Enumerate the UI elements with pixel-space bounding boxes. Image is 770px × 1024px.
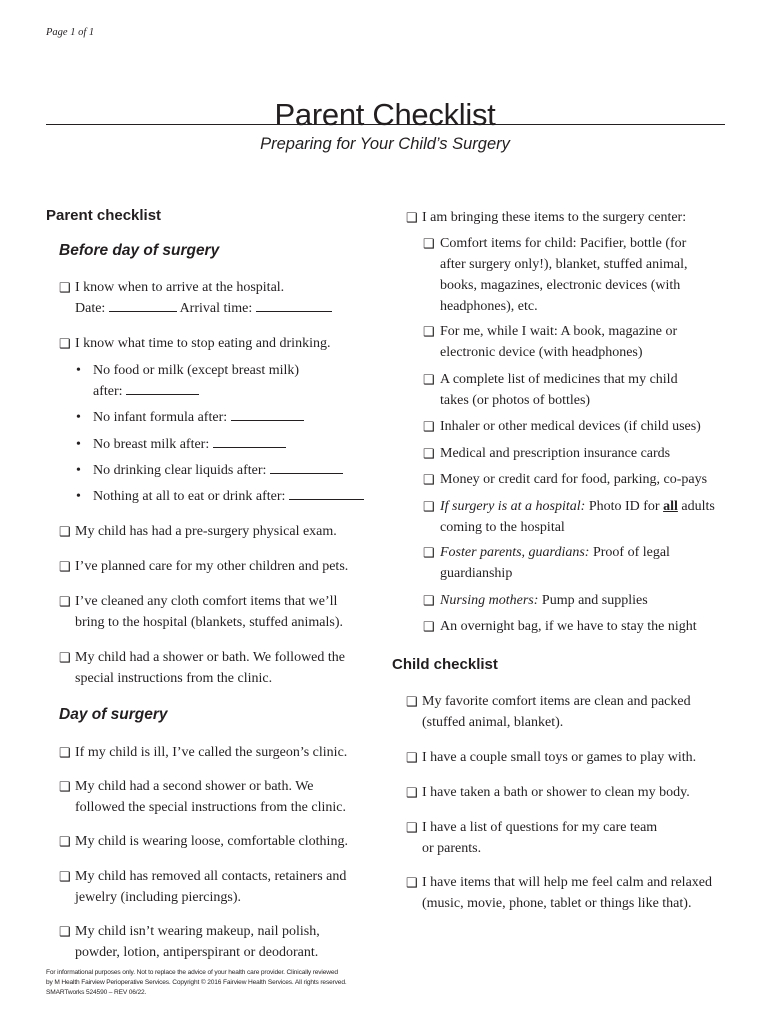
item-text: A complete list of medicines that my child <box>440 372 678 387</box>
item-text: (music, movie, phone, tablet or things like that). <box>422 896 692 911</box>
parent-checklist-heading: Parent checklist <box>46 207 162 224</box>
child-checklist-heading: Child checklist <box>392 656 498 673</box>
item-text: I have a list of questions for my care team <box>422 820 658 835</box>
item-text: followed the special instructions from the clinic. <box>75 800 346 815</box>
bullet-icon: • <box>76 489 81 504</box>
checkbox-icon[interactable]: ❑ <box>406 750 418 765</box>
check-item-loose-clothing[interactable] <box>46 831 410 852</box>
checkbox-icon[interactable]: ❑ <box>423 593 435 608</box>
time-blank <box>231 407 304 421</box>
footer-line: For informational purposes only. Not to replace the advice of your health care provider. Clinically reviewed <box>46 969 338 976</box>
checkbox-icon[interactable]: ❑ <box>423 472 435 487</box>
page-title: Parent Checklist <box>274 96 496 132</box>
checkbox-icon[interactable]: ❑ <box>59 779 71 794</box>
item-text: I know when to arrive at the hospital. <box>75 280 285 295</box>
checkbox-icon[interactable]: ❑ <box>423 545 435 560</box>
checkbox-icon[interactable]: ❑ <box>59 869 71 884</box>
checkbox-icon[interactable]: ❑ <box>423 372 435 387</box>
checkbox-icon[interactable]: ❑ <box>423 446 435 461</box>
check-item-toys[interactable] <box>392 747 762 768</box>
check-item-ill[interactable] <box>46 742 410 763</box>
arrival-fields <box>75 298 405 319</box>
check-item-nursing[interactable] <box>392 590 760 611</box>
checkbox-icon[interactable]: ❑ <box>423 419 435 434</box>
checkbox-icon[interactable]: ❑ <box>423 324 435 339</box>
item-text <box>440 496 770 517</box>
title-divider <box>46 124 725 125</box>
item-text: I’ve planned care for my other children and pets. <box>75 559 349 574</box>
checkbox-icon[interactable]: ❑ <box>59 650 71 665</box>
checkbox-icon[interactable]: ❑ <box>406 210 418 225</box>
item-text: headphones), etc. <box>440 299 538 314</box>
bullet-icon: • <box>76 463 81 478</box>
check-item-favorite-comfort[interactable] <box>392 691 762 733</box>
item-text: I know what time to stop eating and drinking. <box>75 336 331 351</box>
check-item-bringing[interactable] <box>392 207 762 228</box>
checkbox-icon[interactable]: ❑ <box>59 524 71 539</box>
check-item-questions[interactable] <box>392 817 762 859</box>
item-text-italic: Foster parents, guardians: <box>440 545 590 560</box>
check-item-planned-care[interactable] <box>46 556 410 577</box>
checkbox-icon[interactable]: ❑ <box>406 694 418 709</box>
arrival-time-blank <box>256 298 332 312</box>
item-text: or parents. <box>422 841 482 856</box>
time-blank <box>213 434 286 448</box>
item-text-italic: Nursing mothers: <box>440 593 539 608</box>
bullet-text: after: <box>93 384 123 399</box>
arrival-time-label: Arrival time: <box>179 301 253 316</box>
item-text: special instructions from the clinic. <box>75 671 273 686</box>
bullet-food-milk <box>46 360 403 402</box>
item-text: bring to the hospital (blankets, stuffed animals). <box>75 615 344 630</box>
page-label: Page 1 of 1 <box>46 27 95 38</box>
bullet-formula <box>46 407 403 428</box>
item-text: My child isn’t wearing makeup, nail polish, <box>75 924 320 939</box>
check-item-removed[interactable] <box>46 866 410 908</box>
item-text: My child had a shower or bath. We followed the <box>75 650 345 665</box>
item-text: I have taken a bath or shower to clean my body. <box>422 785 690 800</box>
checkbox-icon[interactable]: ❑ <box>59 745 71 760</box>
check-item-makeup[interactable] <box>46 921 410 963</box>
bullet-breast-milk <box>46 434 403 455</box>
checkbox-icon[interactable]: ❑ <box>59 594 71 609</box>
check-item-bath[interactable] <box>392 782 762 803</box>
item-text: My favorite comfort items are clean and packed <box>422 694 691 709</box>
item-text: Inhaler or other medical devices (if child uses) <box>440 419 701 434</box>
page-subtitle: Preparing for Your Child’s Surgery <box>260 135 510 153</box>
item-text: Comfort items for child: Pacifier, bottle (for <box>440 236 687 251</box>
item-text: My child had a second shower or bath. We <box>75 779 314 794</box>
item-text-part: Proof of legal <box>589 545 670 560</box>
checkbox-icon[interactable]: ❑ <box>423 236 435 251</box>
item-text: guardianship <box>440 566 513 581</box>
item-text: I am bringing these items to the surgery center: <box>422 210 687 225</box>
item-text: electronic device (with headphones) <box>440 345 643 360</box>
checkbox-icon[interactable]: ❑ <box>59 336 71 351</box>
item-text: If my child is ill, I’ve called the surgeon’s clinic. <box>75 745 348 760</box>
check-item-foster[interactable] <box>392 542 760 584</box>
bullet-text: Nothing at all to eat or drink after: <box>93 489 286 504</box>
footer-line: SMARTworks 524590 – REV 06/22. <box>46 989 147 996</box>
checkbox-icon[interactable]: ❑ <box>406 820 418 835</box>
check-item-stop-eating[interactable] <box>46 333 405 354</box>
item-text: I’ve cleaned any cloth comfort items that we’ll <box>75 594 338 609</box>
time-blank <box>126 381 199 395</box>
checkbox-icon[interactable]: ❑ <box>59 924 71 939</box>
bullet-nothing <box>46 486 428 507</box>
checkbox-icon[interactable]: ❑ <box>59 280 71 295</box>
check-item-overnight[interactable] <box>392 616 770 637</box>
bullet-text: No breast milk after: <box>93 437 210 452</box>
item-text-emphasis: all <box>663 499 678 514</box>
time-blank <box>289 486 364 500</box>
bullet-text: No drinking clear liquids after: <box>93 463 267 478</box>
item-text: Medical and prescription insurance cards <box>440 446 671 461</box>
item-text: after surgery only!), blanket, stuffed animal, <box>440 257 688 272</box>
checkbox-icon[interactable]: ❑ <box>406 785 418 800</box>
item-text: books, magazines, electronic devices (with <box>440 278 681 293</box>
item-text: For me, while I wait: A book, magazine or <box>440 324 678 339</box>
item-text-italic: If surgery is at a hospital: <box>440 499 586 514</box>
checkbox-icon[interactable]: ❑ <box>59 834 71 849</box>
check-item-medicines[interactable] <box>392 369 760 411</box>
item-text-part: Pump and supplies <box>538 593 648 608</box>
item-text: Money or credit card for food, parking, co-pays <box>440 472 708 487</box>
check-item-for-me[interactable] <box>392 321 760 363</box>
check-item-shower[interactable] <box>46 647 410 689</box>
item-text: An overnight bag, if we have to stay the night <box>440 619 697 634</box>
checkbox-icon[interactable]: ❑ <box>423 499 435 514</box>
day-of-surgery-heading: Day of surgery <box>59 706 168 723</box>
item-text: I have a couple small toys or games to play with. <box>422 750 697 765</box>
item-text: (stuffed animal, blanket). <box>422 715 564 730</box>
bullet-clear-liquids <box>46 460 413 481</box>
bullet-icon: • <box>76 363 81 378</box>
item-text: coming to the hospital <box>440 520 565 535</box>
checkbox-icon[interactable]: ❑ <box>59 559 71 574</box>
bullet-icon: • <box>76 437 81 452</box>
time-blank <box>270 460 343 474</box>
footer-disclaimer <box>46 968 366 998</box>
check-item-arrive[interactable] <box>46 277 405 319</box>
check-item-calm[interactable] <box>392 872 767 914</box>
bullet-icon: • <box>76 410 81 425</box>
bullet-text: No food or milk (except breast milk) <box>93 363 300 378</box>
item-text: My child is wearing loose, comfortable clothing. <box>75 834 348 849</box>
bullet-text: No infant formula after: <box>93 410 228 425</box>
check-item-physical[interactable] <box>46 521 410 542</box>
item-text: I have items that will help me feel calm and relaxed <box>422 875 712 890</box>
check-item-comfort[interactable] <box>392 233 760 317</box>
item-text: My child has had a pre-surgery physical exam. <box>75 524 337 539</box>
item-text: jewelry (including piercings). <box>75 890 242 905</box>
check-item-insurance[interactable] <box>392 443 760 464</box>
item-text: My child has removed all contacts, retainers and <box>75 869 347 884</box>
item-text: takes (or photos of bottles) <box>440 393 591 408</box>
item-text-part: Photo ID for <box>585 499 664 514</box>
footer-line: by M Health Fairview Perioperative Services. Copyright © 2016 Fairview Health Services. All rights reserved. <box>46 979 347 986</box>
check-item-money[interactable] <box>392 469 770 490</box>
checkbox-icon[interactable]: ❑ <box>406 875 418 890</box>
item-text <box>440 542 760 563</box>
check-item-cleaned[interactable] <box>46 591 410 633</box>
date-blank <box>109 298 177 312</box>
item-text: powder, lotion, antiperspirant or deodorant. <box>75 945 319 960</box>
check-item-photo-id[interactable] <box>392 496 770 538</box>
checkbox-icon[interactable]: ❑ <box>423 619 435 634</box>
item-text-part: adults <box>677 499 715 514</box>
before-day-heading: Before day of surgery <box>59 242 220 259</box>
check-item-second-shower[interactable] <box>46 776 410 818</box>
check-item-inhaler[interactable] <box>392 416 770 437</box>
date-label: Date: <box>75 301 106 316</box>
